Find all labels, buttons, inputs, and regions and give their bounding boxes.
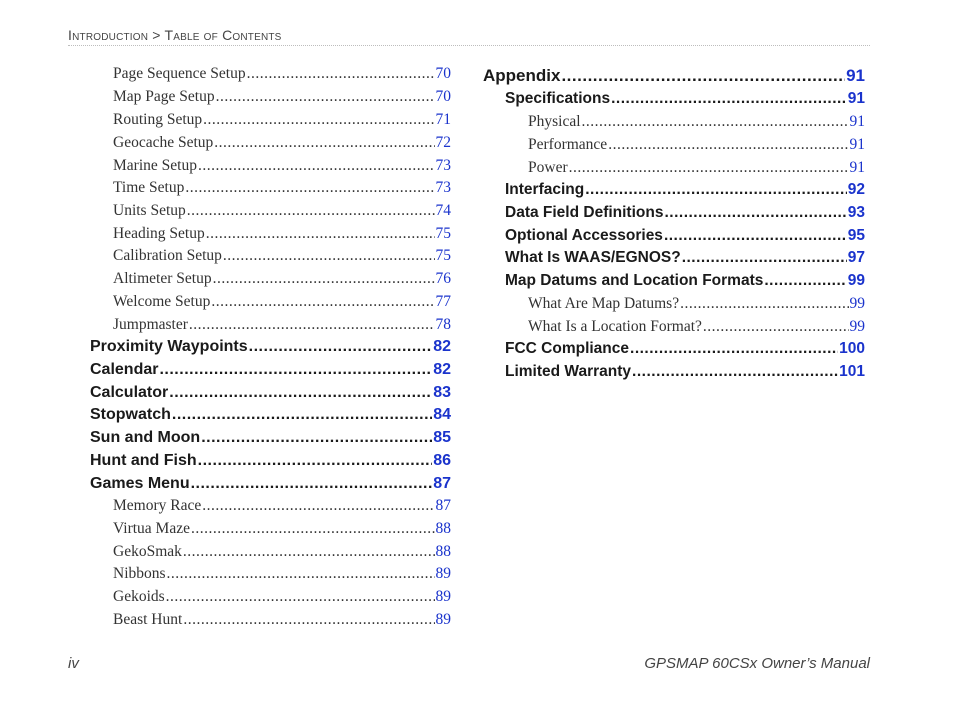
manual-title: GPSMAP 60CSx Owner’s Manual <box>644 655 870 672</box>
toc-page-link[interactable]: 70 <box>435 88 451 105</box>
toc-entry-label: Page Sequence Setup <box>113 65 246 82</box>
leader-dots <box>198 157 435 175</box>
toc-page-link[interactable]: 72 <box>435 134 451 151</box>
toc-page-link[interactable]: 91 <box>849 113 865 130</box>
leader-dots <box>680 295 848 313</box>
leader-dots <box>630 340 838 358</box>
toc-entry-label: Geocache Setup <box>113 134 214 151</box>
toc-entry-label: Specifications <box>505 90 611 107</box>
page-number: iv <box>68 655 79 672</box>
toc-page-link[interactable]: 75 <box>435 225 451 242</box>
toc-entry-label: What Are Map Datums? <box>528 295 680 312</box>
toc-entry[interactable] <box>90 361 451 379</box>
toc-entry[interactable] <box>113 134 451 152</box>
toc-entry[interactable] <box>113 588 451 606</box>
leader-dots <box>206 225 435 243</box>
toc-page-link[interactable]: 87 <box>433 475 451 492</box>
toc-entry-label: Welcome Setup <box>113 293 211 310</box>
toc-entry-label: Calibration Setup <box>113 247 222 264</box>
toc-page-link[interactable]: 87 <box>435 497 451 514</box>
toc-page-link[interactable]: 101 <box>839 363 865 380</box>
leader-dots <box>185 179 434 197</box>
toc-page-link[interactable]: 97 <box>847 249 865 266</box>
toc-entry[interactable] <box>528 318 865 336</box>
leader-dots <box>211 293 434 311</box>
toc-page-link[interactable]: 77 <box>435 293 451 310</box>
toc-page-link[interactable]: 83 <box>433 384 451 401</box>
leader-dots <box>664 204 846 222</box>
toc-page-link[interactable]: 93 <box>847 204 865 221</box>
toc-entry[interactable] <box>90 406 451 424</box>
toc-entry-label: Performance <box>528 136 608 153</box>
leader-dots <box>166 588 435 606</box>
toc-page-link[interactable]: 99 <box>849 318 865 335</box>
toc-entry-label: Stopwatch <box>90 406 171 423</box>
leader-dots <box>703 318 849 336</box>
leader-dots <box>183 543 435 561</box>
leader-dots <box>198 452 433 470</box>
toc-entry[interactable] <box>528 113 865 131</box>
toc-entry-label: Heading Setup <box>113 225 205 242</box>
toc-page-link[interactable]: 82 <box>433 361 451 378</box>
toc-entry[interactable] <box>113 270 451 288</box>
toc-entry[interactable] <box>113 65 451 83</box>
toc-entry[interactable] <box>505 204 865 222</box>
toc-entry[interactable] <box>505 363 865 381</box>
toc-entry-label: Gekoids <box>113 588 165 605</box>
toc-entry-label: Jumpmaster <box>113 316 188 333</box>
toc-entry-label: Calculator <box>90 384 169 401</box>
toc-entry[interactable] <box>113 202 451 220</box>
toc-page-link[interactable]: 92 <box>847 181 865 198</box>
toc-entry[interactable] <box>113 316 451 334</box>
toc-page-link[interactable]: 73 <box>435 179 451 196</box>
toc-page-link[interactable]: 75 <box>435 247 451 264</box>
toc-entry-label: Beast Hunt <box>113 611 183 628</box>
toc-entry-label: Virtua Maze <box>113 520 190 537</box>
toc-entry[interactable] <box>528 136 865 154</box>
toc-page-link[interactable]: 86 <box>433 452 451 469</box>
toc-entry-label: What Is WAAS/EGNOS? <box>505 249 681 266</box>
toc-page-link[interactable]: 76 <box>435 270 451 287</box>
toc-entry-label: What Is a Location Format? <box>528 318 702 335</box>
toc-page-link[interactable]: 100 <box>839 340 865 357</box>
toc-page-link[interactable]: 82 <box>433 338 451 355</box>
toc-entry-label: Games Menu <box>90 475 190 492</box>
toc-entry-label: Hunt and Fish <box>90 452 197 469</box>
leader-dots <box>203 111 434 129</box>
toc-page-link[interactable]: 88 <box>435 543 451 560</box>
leader-dots <box>191 520 435 538</box>
leader-dots <box>611 90 847 108</box>
toc-page-link[interactable]: 91 <box>846 66 865 85</box>
toc-entry[interactable] <box>505 90 865 108</box>
toc-page-link[interactable]: 99 <box>849 295 865 312</box>
toc-page-link[interactable]: 91 <box>849 136 865 153</box>
toc-entry-label: Proximity Waypoints <box>90 338 248 355</box>
toc-entry[interactable] <box>113 611 451 629</box>
toc-entry[interactable] <box>90 475 451 493</box>
toc-entry[interactable] <box>113 543 451 561</box>
toc-entry-label: Power <box>528 159 568 176</box>
toc-page-link[interactable]: 89 <box>435 565 451 582</box>
toc-entry[interactable] <box>113 565 451 583</box>
toc-page-link[interactable]: 91 <box>847 90 865 107</box>
leader-dots <box>764 272 846 290</box>
toc-entry[interactable] <box>113 157 451 175</box>
toc-entry[interactable] <box>113 497 451 515</box>
leader-dots <box>569 159 849 177</box>
toc-entry-label: Nibbons <box>113 565 166 582</box>
toc-page-link[interactable]: 99 <box>847 272 865 289</box>
toc-entry-label: Interfacing <box>505 181 585 198</box>
toc-entry[interactable] <box>113 225 451 243</box>
toc-entry-label: Routing Setup <box>113 111 203 128</box>
toc-entry[interactable] <box>505 227 865 245</box>
toc-entry[interactable] <box>505 249 865 267</box>
leader-dots <box>202 497 434 515</box>
toc-entry[interactable] <box>113 111 451 129</box>
leader-dots <box>183 611 434 629</box>
toc-page-link[interactable]: 88 <box>435 520 451 537</box>
toc-entry-label: Altimeter Setup <box>113 270 212 287</box>
toc-entry[interactable] <box>505 272 865 290</box>
leader-dots <box>682 249 847 267</box>
leader-dots <box>664 227 847 245</box>
toc-entry[interactable] <box>113 179 451 197</box>
toc-entry-label: Units Setup <box>113 202 186 219</box>
toc-page-link[interactable]: 89 <box>435 588 451 605</box>
leader-dots <box>214 134 434 152</box>
toc-entry[interactable] <box>528 295 865 313</box>
toc-entry[interactable] <box>505 181 865 199</box>
leader-dots <box>585 181 847 199</box>
toc-entry-label: GekoSmak <box>113 543 182 560</box>
toc-page-link[interactable]: 85 <box>433 429 451 446</box>
toc-page-link[interactable]: 73 <box>435 157 451 174</box>
toc-entry[interactable] <box>505 340 865 358</box>
leader-dots <box>187 202 435 220</box>
toc-entry-label: Memory Race <box>113 497 202 514</box>
leader-dots <box>247 65 435 83</box>
toc-entry-label: Physical <box>528 113 581 130</box>
leader-dots <box>169 384 432 402</box>
toc-entry-label: Sun and Moon <box>90 429 201 446</box>
toc-entry[interactable] <box>90 338 451 356</box>
toc-entry[interactable] <box>528 159 865 177</box>
toc-entry-label: Marine Setup <box>113 157 197 174</box>
toc-page-link[interactable]: 91 <box>849 159 865 176</box>
leader-dots <box>189 316 435 334</box>
leader-dots <box>159 361 432 379</box>
toc-entry[interactable] <box>113 293 451 311</box>
leader-dots <box>172 406 432 424</box>
toc-entry[interactable] <box>483 66 865 86</box>
toc-page-link[interactable]: 89 <box>435 611 451 628</box>
toc-entry-label: Map Page Setup <box>113 88 215 105</box>
leader-dots <box>201 429 432 447</box>
leader-dots <box>561 66 845 86</box>
leader-dots <box>249 338 433 356</box>
toc-entry[interactable] <box>90 429 451 447</box>
toc-entry[interactable] <box>113 520 451 538</box>
toc-entry-label: Map Datums and Location Formats <box>505 272 764 289</box>
leader-dots <box>632 363 838 381</box>
leader-dots <box>223 247 435 265</box>
leader-dots <box>191 475 433 493</box>
toc-entry-label: FCC Compliance <box>505 340 630 357</box>
toc-entry-label: Time Setup <box>113 179 185 196</box>
toc-entry[interactable] <box>113 247 451 265</box>
toc-page-link[interactable]: 95 <box>847 227 865 244</box>
toc-entry-label: Limited Warranty <box>505 363 632 380</box>
toc-entry-label: Data Field Definitions <box>505 204 664 221</box>
leader-dots <box>582 113 849 131</box>
toc-page-link[interactable]: 84 <box>433 406 451 423</box>
toc-page-link[interactable]: 70 <box>435 65 451 82</box>
toc-entry-label: Appendix <box>483 66 561 85</box>
leader-dots <box>608 136 848 154</box>
toc-page-link[interactable]: 74 <box>435 202 451 219</box>
toc-entry[interactable] <box>90 384 451 402</box>
toc-entry-label: Calendar <box>90 361 159 378</box>
toc-entry[interactable] <box>90 452 451 470</box>
breadcrumb: Introduction > Table of Contents <box>68 27 870 46</box>
leader-dots <box>216 88 435 106</box>
leader-dots <box>213 270 435 288</box>
toc-page-link[interactable]: 71 <box>435 111 451 128</box>
toc-page-link[interactable]: 78 <box>435 316 451 333</box>
leader-dots <box>167 565 435 583</box>
toc-entry-label: Optional Accessories <box>505 227 663 244</box>
toc-entry[interactable] <box>113 88 451 106</box>
